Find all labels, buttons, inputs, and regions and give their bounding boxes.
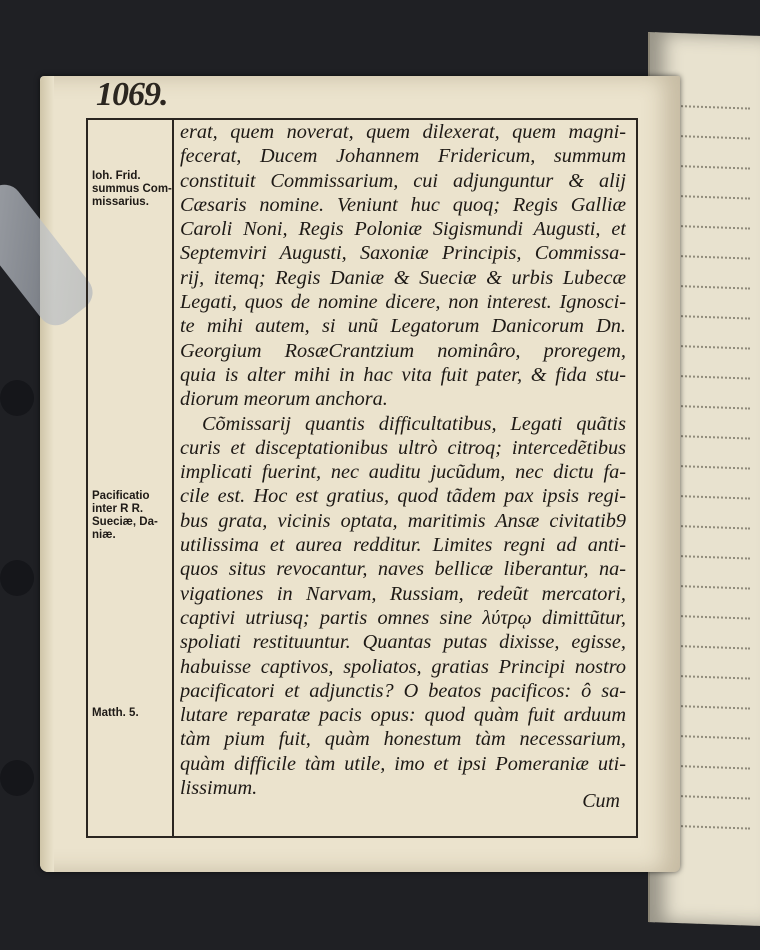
binding-hole (0, 380, 34, 416)
margin-note-matthew: Matth. 5. (92, 707, 139, 719)
text-line: Cõmissarij quantis difficultatibus, Legati quãtis (202, 412, 626, 435)
facing-text-line (670, 423, 750, 440)
text-line: lissimum. (180, 777, 258, 800)
text-line: erat, quem noverat, quem dilexerat, quem magni- (180, 121, 626, 143)
text-line: quia is alter mihi in hac vita fuit pater, & fida stu- (180, 363, 626, 386)
text-line: quos situs revocantur, naves bellicæ liberantur, na- (180, 558, 626, 581)
page-number: 1069. (96, 76, 168, 113)
facing-text-line (670, 513, 750, 530)
facing-text-line (670, 633, 750, 650)
facing-text-line (670, 753, 750, 770)
facing-text-line (670, 153, 750, 170)
facing-text-line (670, 273, 750, 290)
facing-text-line (670, 123, 750, 140)
facing-text-line (670, 213, 750, 230)
facing-text-line (670, 723, 750, 740)
facing-text-line (670, 243, 750, 260)
text-line: lutare reparatæ pacis opus: quod quàm fuit arduum (180, 704, 626, 727)
text-line: diorum meorum anchora. (180, 388, 388, 411)
text-line: Cæsaris nomine. Veniunt huc quoq; Regis Galliæ (180, 193, 626, 216)
facing-text-line (670, 183, 750, 200)
text-line: rij, itemq; Regis Daniæ & Sueciæ & urbis Lubecæ (180, 266, 626, 289)
text-line: tàm pium fuit, quàm honestum tàm necessarium, (180, 728, 626, 751)
text-line: captivi utriusq; partis omnes sine λύτρῳ dimittũtur, (180, 606, 626, 629)
facing-text-line (670, 393, 750, 410)
text-line: pacificatori et adjunctis? O beatos pacificos: ô sa- (180, 679, 626, 702)
text-line: quàm difficile tàm utile, imo et ipsi Pomeraniæ uti- (180, 752, 626, 775)
text-line: spoliati restituuntur. Quantas putas dixisse, egisse, (180, 631, 626, 654)
facing-text-line (670, 333, 750, 350)
text-line: constituit Commissarium, cui adjunguntur & alij (180, 169, 626, 192)
facing-text-line (670, 693, 750, 710)
text-line: fecerat, Ducem Johannem Fridericum, summum (180, 145, 626, 168)
text-line: Legati, quos de nomine dicere, non interest. Ignosci- (180, 291, 626, 314)
main-text (180, 120, 626, 800)
text-line: implicati fuerint, nec auditu jucũdum, nec dictu fa- (180, 461, 626, 484)
margin-note-pacificatio: Pacificatio inter R R. Sueciæ, Da- niæ. (92, 490, 158, 541)
text-line: te mihi autem, si unũ Legatorum Danicorum Dn. (180, 315, 626, 338)
facing-text-line (670, 663, 750, 680)
margin-divider (172, 118, 174, 836)
text-line: Septemviri Augusti, Saxoniæ Principis, Commissa- (180, 242, 626, 265)
facing-text-line (670, 783, 750, 800)
text-line: bus grata, vicinis optata, maritimis Ansæ civitatib9 (180, 509, 626, 532)
facing-text-line (670, 813, 750, 830)
facing-text-line (670, 453, 750, 470)
catchword: Cum (582, 790, 620, 812)
text-line: utilissima et aurea redditur. Limites regni ad anti- (180, 534, 626, 557)
margin-note-commissarius: Ioh. Frid. summus Com- missarius. (92, 170, 172, 208)
facing-text-line (670, 93, 750, 110)
page-edge (40, 76, 54, 872)
text-line: vigationes in Narvam, Russiam, redeũt mercatori, (180, 582, 626, 605)
facing-text-line (670, 603, 750, 620)
text-line: habuisse captivos, spoliatos, gratias Principi nostro (180, 655, 626, 678)
binding-hole (0, 560, 34, 596)
facing-text-line (670, 363, 750, 380)
text-line: Caroli Noni, Regis Poloniæ Sigismundi Augusti, et (180, 218, 626, 241)
text-line: Georgium RosæCrantzium nominâro, proregem, (180, 339, 626, 362)
facing-text-line (670, 573, 750, 590)
facing-text-line (670, 303, 750, 320)
binding-hole (0, 760, 34, 796)
text-line: curis et disceptationibus ultrò citroq; intercedẽtibus (180, 436, 626, 459)
facing-text-line (670, 483, 750, 500)
text-line: cile est. Hoc est gratius, quod tãdem pax ipsis regi- (180, 485, 626, 508)
facing-text-line (670, 543, 750, 560)
